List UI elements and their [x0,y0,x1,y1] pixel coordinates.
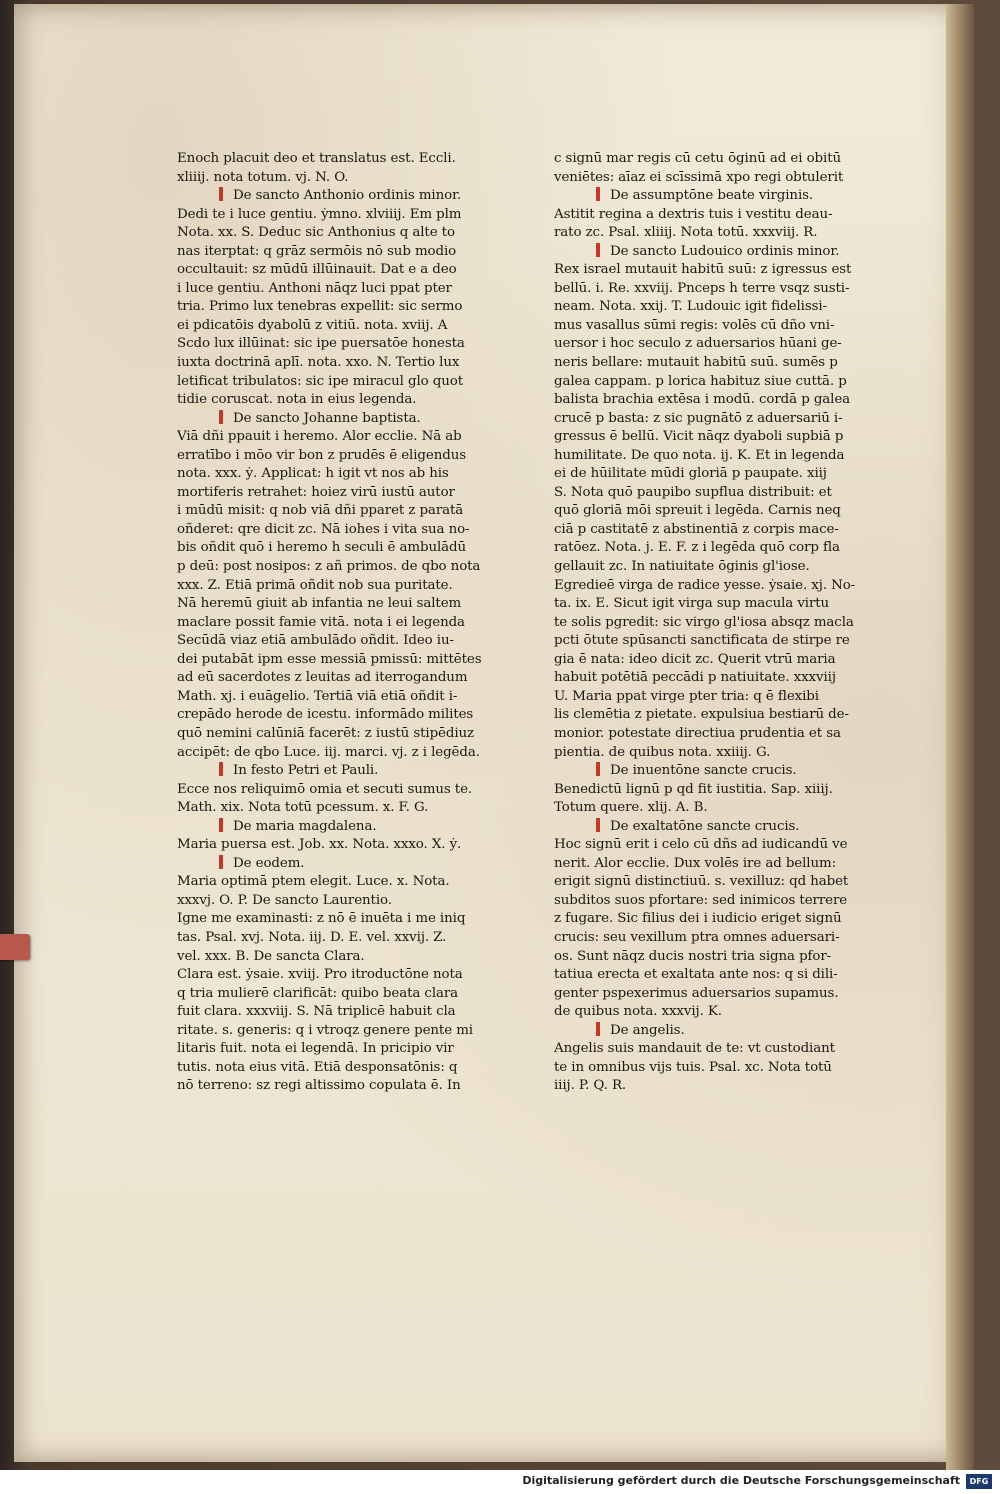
page-edge [946,4,974,1474]
text-line: balista brachia extēsa i modū. cordā p galea [554,392,851,408]
section-heading: In festo Petri et Pauli. [177,762,493,781]
text-line: Angelis suis mandauit de te: vt custodiant [554,1041,835,1057]
section-heading: De sancto Ludouico ordinis minor. [554,243,872,262]
funding-credit: Digitalisierung gefördert durch die Deutsche Forschungsgemeinschaft [522,1474,960,1487]
text-line: Clara est. ẏsaie. xviij. Pro itroductōne nota [177,967,463,983]
dfg-logo: DFG [966,1474,992,1489]
section-heading: De maria magdalena. [177,818,493,837]
text-line: nō terreno: sz regi altissimo copulata ē. In [177,1078,461,1094]
section-heading: De exaltatōne sancte crucis. [554,818,872,837]
text-line: Rex israel mutauit habitū suū: z igressus est [554,262,852,278]
text-line: iuxta doctrinā aplī. nota. xxo. N. Tertio lux [177,355,460,371]
right-text-column [554,150,872,1096]
section-heading: De eodem. [177,855,493,874]
text-line: Hoc signū erit i celo cū dñs ad iudicandū ve [554,837,848,853]
text-line: Igne me examinasti: z nō ē inuēta i me iniq [177,911,466,927]
text-line: Ecce nos reliquimō omia et secuti sumus te. [177,781,473,797]
text-line: quō nemini calūniā facerēt: z iustū stipēdiuz [177,725,474,741]
text-line: crepādo herode de icestu. informādo milites [177,707,474,723]
section-heading: De angelis. [554,1022,872,1041]
text-line: Maria puersa est. Job. xx. Nota. xxxo. X. ẏ. [177,837,462,853]
text-line: Nota. xx. S. Deduc sic Anthonius q alte to [177,225,455,241]
text-line: ratōez. Nota. j. E. F. z i legēda quō corp fla [554,540,840,556]
text-line: veniētes: aīaz ei scīssimā xpo regi obtulerit [554,169,844,185]
text-line: letificat tribulatos: sic ipe miracul glo quot [177,373,464,389]
text-line: mortiferis retrahet: hoiez virū iustū autor [177,484,455,500]
text-line: tidie coruscat. nota in eius legenda. [177,392,417,408]
text-line: erigit signū distinctiuū. s. vexilluz: qd habet [554,874,849,890]
text-line: pcti ōtute spūsancti sanctificata de stirpe re [554,633,850,649]
text-line: Totum quere. xlij. A. B. [554,800,708,816]
text-line: ei de hūilitate mūdi gloriā p paupate. xiij [554,466,827,482]
text-line: pientia. de quibus nota. xxiiij. G. [554,744,771,760]
text-line: te solis pgredit: sic virgo gl'iosa absqz macla [554,614,854,630]
left-text-column [177,150,493,1096]
text-line: genter pspexerimus aduersarios supamus. [554,985,839,1001]
text-line: Benedictū lignū p qd fit iustitia. Sap. xiiij. [554,781,833,797]
text-line: oñderet: qre dicit zc. Nā iohes i vita sua no- [177,521,470,537]
text-line: nota. xxx. ẏ. Applicat: h igit vt nos ab his [177,466,449,482]
text-line: Viā dñi ppauit i heremo. Alor ecclie. Nā ab [177,429,462,445]
text-line: habuit potētiā peccādi p natiuitate. xxxviij [554,670,836,686]
section-heading: De sancto Anthonio ordinis minor. [177,187,493,206]
text-line: vel. xxx. B. De sancta Clara. [177,948,365,964]
text-line: nerit. Alor ecclie. Dux volēs ire ad bellum: [554,855,837,871]
text-line: humilitate. De quo nota. ij. K. Et in legenda [554,447,845,463]
text-line: p deū: post nosipos: z añ primos. de qbo nota [177,559,481,575]
text-line: Scdo lux illūinat: sic ipe puersatōe honesta [177,336,465,352]
text-line: Egredieē virga de radice yesse. ẏsaie. xj. No- [554,577,856,593]
text-line: mus vasallus sūmi regis: volēs cū dño vni- [554,317,835,333]
text-line: monior. potestate directiua prudentia et sa [554,725,841,741]
text-line: xxxvj. O. P. De sancto Laurentio. [177,892,392,908]
text-line: Secūdā viaz etiā ambulādo oñdit. Ideo iu- [177,633,454,649]
text-line: ritate. s. generis: q i vtroqz genere pente mi [177,1022,473,1038]
text-line: U. Maria ppat virge pter tria: q ē flexibi [554,688,819,704]
section-heading: De sancto Johanne baptista. [177,410,493,429]
text-line: neris bellare: mutauit habitū suū. sumēs p [554,355,838,371]
text-line: dei putabāt ipm esse messiā pmissū: mittētes [177,651,482,667]
text-line: crucis: seu vexillum ptra omnes aduersari- [554,929,840,945]
text-line: c signū mar regis cū cetu ōginū ad ei obitū [554,151,842,166]
section-heading: De inuentōne sancte crucis. [554,762,872,781]
footer-bar [0,1470,1000,1494]
text-line: tas. Psal. xvj. Nota. iij. D. E. vel. xxvij. Z. [177,929,447,945]
text-line: xliiij. nota totum. vj. N. O. [177,169,349,185]
text-line: rato zc. Psal. xliiij. Nota totū. xxxviij. R. [554,225,818,241]
text-line: ta. ix. E. Sicut igit virga sup macula virtu [554,596,830,612]
text-line: Math. xix. Nota totū pcessum. x. F. G. [177,800,429,816]
text-line: tatiua erecta et exaltata ante nos: q si dili- [554,967,838,983]
text-line: tria. Primo lux tenebras expellit: sic sermo [177,299,463,315]
text-line: uersor i hoc seculo z aduersarios hūani ge- [554,336,842,352]
text-line: occultauit: sz mūdū illūinauit. Dat e a deo [177,262,457,278]
text-line: Astitit regina a dextris tuis i vestitu deau- [554,206,833,222]
text-line: Math. xj. i euāgelio. Tertiā viā etiā oñdit i- [177,688,458,704]
text-line: ciā p castitatē z abstinentiā z corpis mace- [554,521,839,537]
text-line: S. Nota quō paupibo supflua distribuit: et [554,484,832,500]
text-line: bis oñdit quō i heremo h seculi ē ambulādū [177,540,467,556]
text-line: Enoch placuit deo et translatus est. Eccli. [177,151,456,166]
text-line: tutis. nota eius vitā. Etiā desponsatōnis: q [177,1059,458,1075]
text-line: fuit clara. xxxviij. S. Nā triplicē habuit cla [177,1004,456,1020]
text-line: gressus ē bellū. Vicit nāqz dyaboli supbiā p [554,429,844,445]
text-line: lis clemētia z pietate. expulsiua bestiarū de- [554,707,849,723]
text-line: gia ē nata: ideo dicit zc. Querit vtrū maria [554,651,836,667]
text-line: te in omnibus vijs tuis. Psal. xc. Nota totū [554,1059,832,1075]
text-line: litaris fuit. nota ei legendā. In pricipio vir [177,1041,454,1057]
text-line: erratībo i mōo vir bon z prudēs ē eligendus [177,447,466,463]
text-line: Maria optimā ptem elegit. Luce. x. Nota. [177,874,450,890]
text-line: Nā heremū giuit ab infantia ne leui saltem [177,596,462,612]
text-line: iiij. P. Q. R. [554,1078,627,1094]
text-line: q tria mulierē clarificāt: quibo beata clara [177,985,459,1001]
text-line: Dedi te i luce gentiu. ẏmno. xlviiij. Em plm [177,206,462,222]
text-line: subditos suos pfortare: sed inimicos terrere [554,892,848,908]
text-line: ad eū sacerdotes z leuitas ad iterrogandum [177,670,468,686]
text-line: ei pdicatōis dyabolū z vitiū. nota. xviij. A [177,317,448,333]
text-line: maclare possit famie vitā. nota i ei legenda [177,614,465,630]
text-line: quō gloriā mōi spreuit i legēda. Carnis neq [554,503,841,519]
text-line: de quibus nota. xxxvij. K. [554,1004,722,1020]
text-line: crucē p basta: z sic pugnātō z aduersariū i- [554,410,843,426]
text-line: accipēt: de qbo Luce. iij. marci. vj. z i legēda. [177,744,480,760]
text-line: nas iterptat: q grāz sermōis nō sub modio [177,243,457,259]
text-line: gellauit zc. In natiuitate ōginis gl'iose. [554,559,810,575]
text-line: i mūdū misit: q nob viā dñi pparet z paratā [177,503,464,519]
text-line: i luce gentiu. Anthoni nāqz luci ppat pter [177,280,452,296]
text-line: neam. Nota. xxij. T. Ludouic igit fidelissi- [554,299,827,315]
text-line: os. Sunt nāqz ducis nostri tria signa pfor- [554,948,832,964]
text-line: bellū. i. Re. xxviij. Pnceps h terre vsqz susti- [554,280,850,296]
text-line: xxx. Z. Etiā primā oñdit nob sua puritate. [177,577,453,593]
section-heading: De assumptōne beate virginis. [554,187,872,206]
text-line: z fugare. Sic filius dei i iudicio eriget signū [554,911,842,927]
bookmark-tab [0,934,30,960]
text-line: galea cappam. p lorica habituz siue cuttā. p [554,373,847,389]
